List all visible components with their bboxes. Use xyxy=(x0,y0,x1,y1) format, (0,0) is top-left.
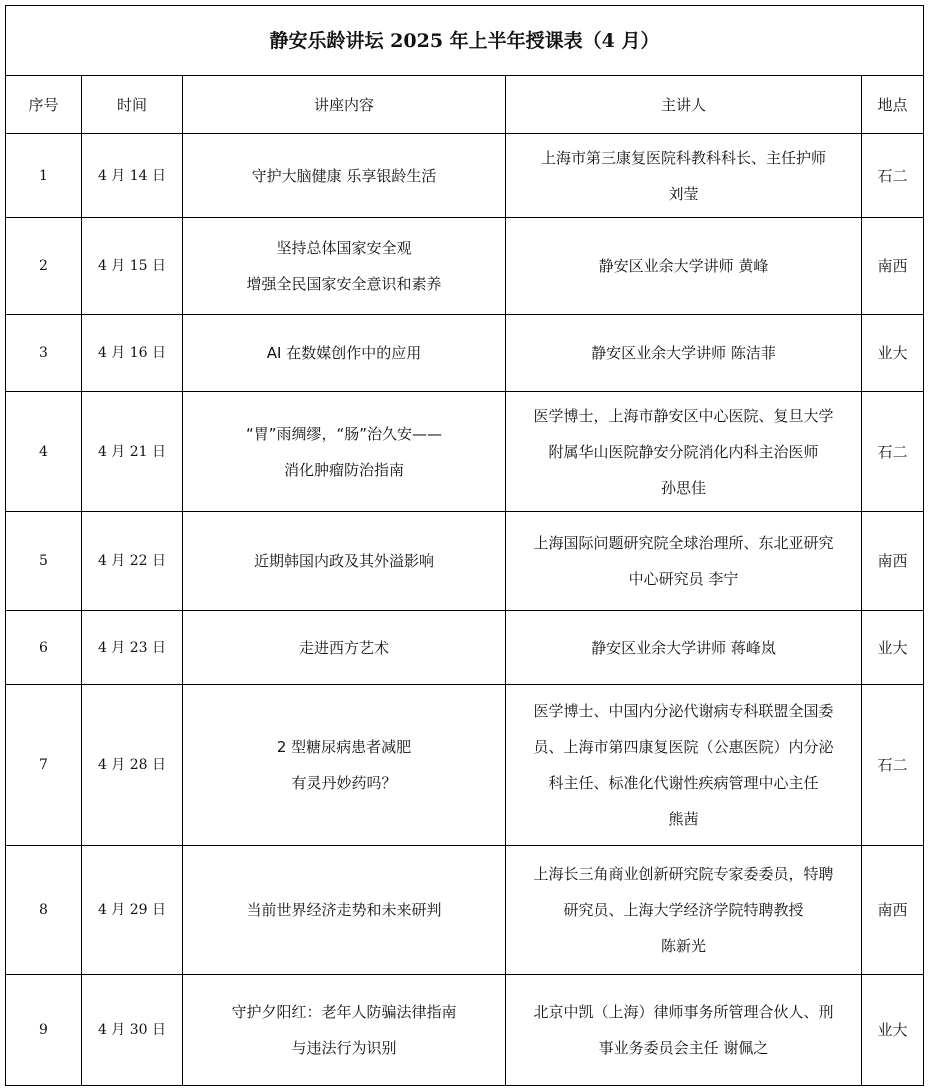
row-place: 业大 xyxy=(862,975,924,1086)
row-speaker xyxy=(506,975,862,1086)
topic-line: 坚持总体国家安全观 xyxy=(276,239,412,257)
schedule-table xyxy=(5,5,924,1086)
speaker-line: 附属华山医院静安分院消化内科主治医师 xyxy=(548,442,819,461)
speaker-line: 研究员、上海大学经济学院特聘教授 xyxy=(563,901,804,919)
row-topic xyxy=(183,392,506,512)
table-row xyxy=(6,134,924,218)
row-topic xyxy=(183,611,506,685)
topic-line: 与违法行为识别 xyxy=(291,1039,397,1057)
row-number: 2 xyxy=(6,218,82,315)
speaker-line: 静安区业余大学讲师 黄峰 xyxy=(598,257,769,275)
row-speaker xyxy=(506,685,862,846)
speaker-line: 北京中凯（上海）律师事务所管理合伙人、刑 xyxy=(533,1003,834,1021)
row-speaker xyxy=(506,392,862,512)
speaker-line: 中心研究员 李宁 xyxy=(628,570,739,588)
row-date: 4 月 23 日 xyxy=(82,611,183,685)
topic-line: 近期韩国内政及其外溢影响 xyxy=(253,552,434,570)
row-place: 南西 xyxy=(862,218,924,315)
row-topic xyxy=(183,685,506,846)
row-number: 5 xyxy=(6,512,82,611)
row-number: 1 xyxy=(6,134,82,218)
row-number: 9 xyxy=(6,975,82,1086)
table-row xyxy=(6,218,924,315)
row-topic xyxy=(183,975,506,1086)
row-topic xyxy=(183,218,506,315)
row-date: 4 月 28 日 xyxy=(82,685,183,846)
row-place: 南西 xyxy=(862,846,924,975)
row-date: 4 月 16 日 xyxy=(82,315,183,392)
row-place: 业大 xyxy=(862,315,924,392)
row-speaker xyxy=(506,611,862,685)
topic-line: 当前世界经济走势和未来研判 xyxy=(246,901,442,919)
table-row xyxy=(6,392,924,512)
speaker-line: 孙思佳 xyxy=(660,478,706,497)
speaker-line: 静安区业余大学讲师 蒋峰岚 xyxy=(591,638,776,657)
speaker-line: 科主任、标准化代谢性疾病管理中心主任 xyxy=(548,774,819,792)
speaker-line: 刘莹 xyxy=(668,184,699,203)
speaker-line: 上海长三角商业创新研究院专家委委员，特聘 xyxy=(533,865,834,883)
topic-line: AI 在数媒创作中的应用 xyxy=(266,344,422,362)
row-date: 4 月 14 日 xyxy=(82,134,183,218)
table-title: 静安乐龄讲坛 2025 年上半年授课表（4 月） xyxy=(6,6,924,76)
row-topic xyxy=(183,315,506,392)
row-topic xyxy=(183,512,506,611)
header-place: 地点 xyxy=(862,76,924,134)
row-topic xyxy=(183,846,506,975)
topic-line: 2 型糖尿病患者减肥 xyxy=(276,738,412,756)
table-row xyxy=(6,975,924,1086)
table-row xyxy=(6,685,924,846)
row-place: 石二 xyxy=(862,392,924,512)
header-no: 序号 xyxy=(6,76,82,134)
table-row xyxy=(6,315,924,392)
topic-line: “胃”雨绸缪，“肠”治久安—— xyxy=(245,424,443,443)
row-topic xyxy=(183,134,506,218)
row-speaker xyxy=(506,218,862,315)
speaker-line: 静安区业余大学讲师 陈洁菲 xyxy=(591,344,776,362)
row-place: 石二 xyxy=(862,134,924,218)
row-speaker xyxy=(506,846,862,975)
row-place: 石二 xyxy=(862,685,924,846)
row-place: 南西 xyxy=(862,512,924,611)
speaker-line: 医学博士，上海市静安区中心医院、复旦大学 xyxy=(533,406,834,425)
topic-line: 守护夕阳红：老年人防骗法律指南 xyxy=(231,1003,457,1021)
table-row xyxy=(6,611,924,685)
row-speaker xyxy=(506,134,862,218)
row-number: 7 xyxy=(6,685,82,846)
speaker-line: 陈新光 xyxy=(660,937,706,955)
row-number: 8 xyxy=(6,846,82,975)
speaker-line: 员、上海市第四康复医院（公惠医院）内分泌 xyxy=(533,738,834,756)
topic-line: 守护大脑健康 乐享银龄生活 xyxy=(251,166,437,185)
row-speaker xyxy=(506,315,862,392)
topic-line: 增强全民国家安全意识和素养 xyxy=(246,275,442,293)
topic-line: 有灵丹妙药吗？ xyxy=(291,774,397,792)
speaker-line: 熊茜 xyxy=(668,810,699,828)
header-row xyxy=(6,76,924,134)
row-number: 4 xyxy=(6,392,82,512)
topic-line: 消化肿瘤防治指南 xyxy=(283,460,404,479)
table-row xyxy=(6,846,924,975)
row-place: 业大 xyxy=(862,611,924,685)
row-number: 6 xyxy=(6,611,82,685)
header-time: 时间 xyxy=(82,76,183,134)
row-date: 4 月 30 日 xyxy=(82,975,183,1086)
table-row xyxy=(6,512,924,611)
speaker-line: 医学博士、中国内分泌代谢病专科联盟全国委 xyxy=(533,702,834,720)
topic-line: 走进西方艺术 xyxy=(298,638,389,657)
row-date: 4 月 29 日 xyxy=(82,846,183,975)
row-number: 3 xyxy=(6,315,82,392)
speaker-line: 上海市第三康复医院科教科科长、主任护师 xyxy=(540,148,826,167)
row-speaker xyxy=(506,512,862,611)
row-date: 4 月 15 日 xyxy=(82,218,183,315)
header-topic: 讲座内容 xyxy=(183,76,506,134)
row-date: 4 月 21 日 xyxy=(82,392,183,512)
speaker-line: 上海国际问题研究院全球治理所、东北亚研究 xyxy=(533,534,834,552)
header-speaker: 主讲人 xyxy=(506,76,862,134)
row-date: 4 月 22 日 xyxy=(82,512,183,611)
speaker-line: 事业务委员会主任 谢佩之 xyxy=(598,1039,769,1057)
